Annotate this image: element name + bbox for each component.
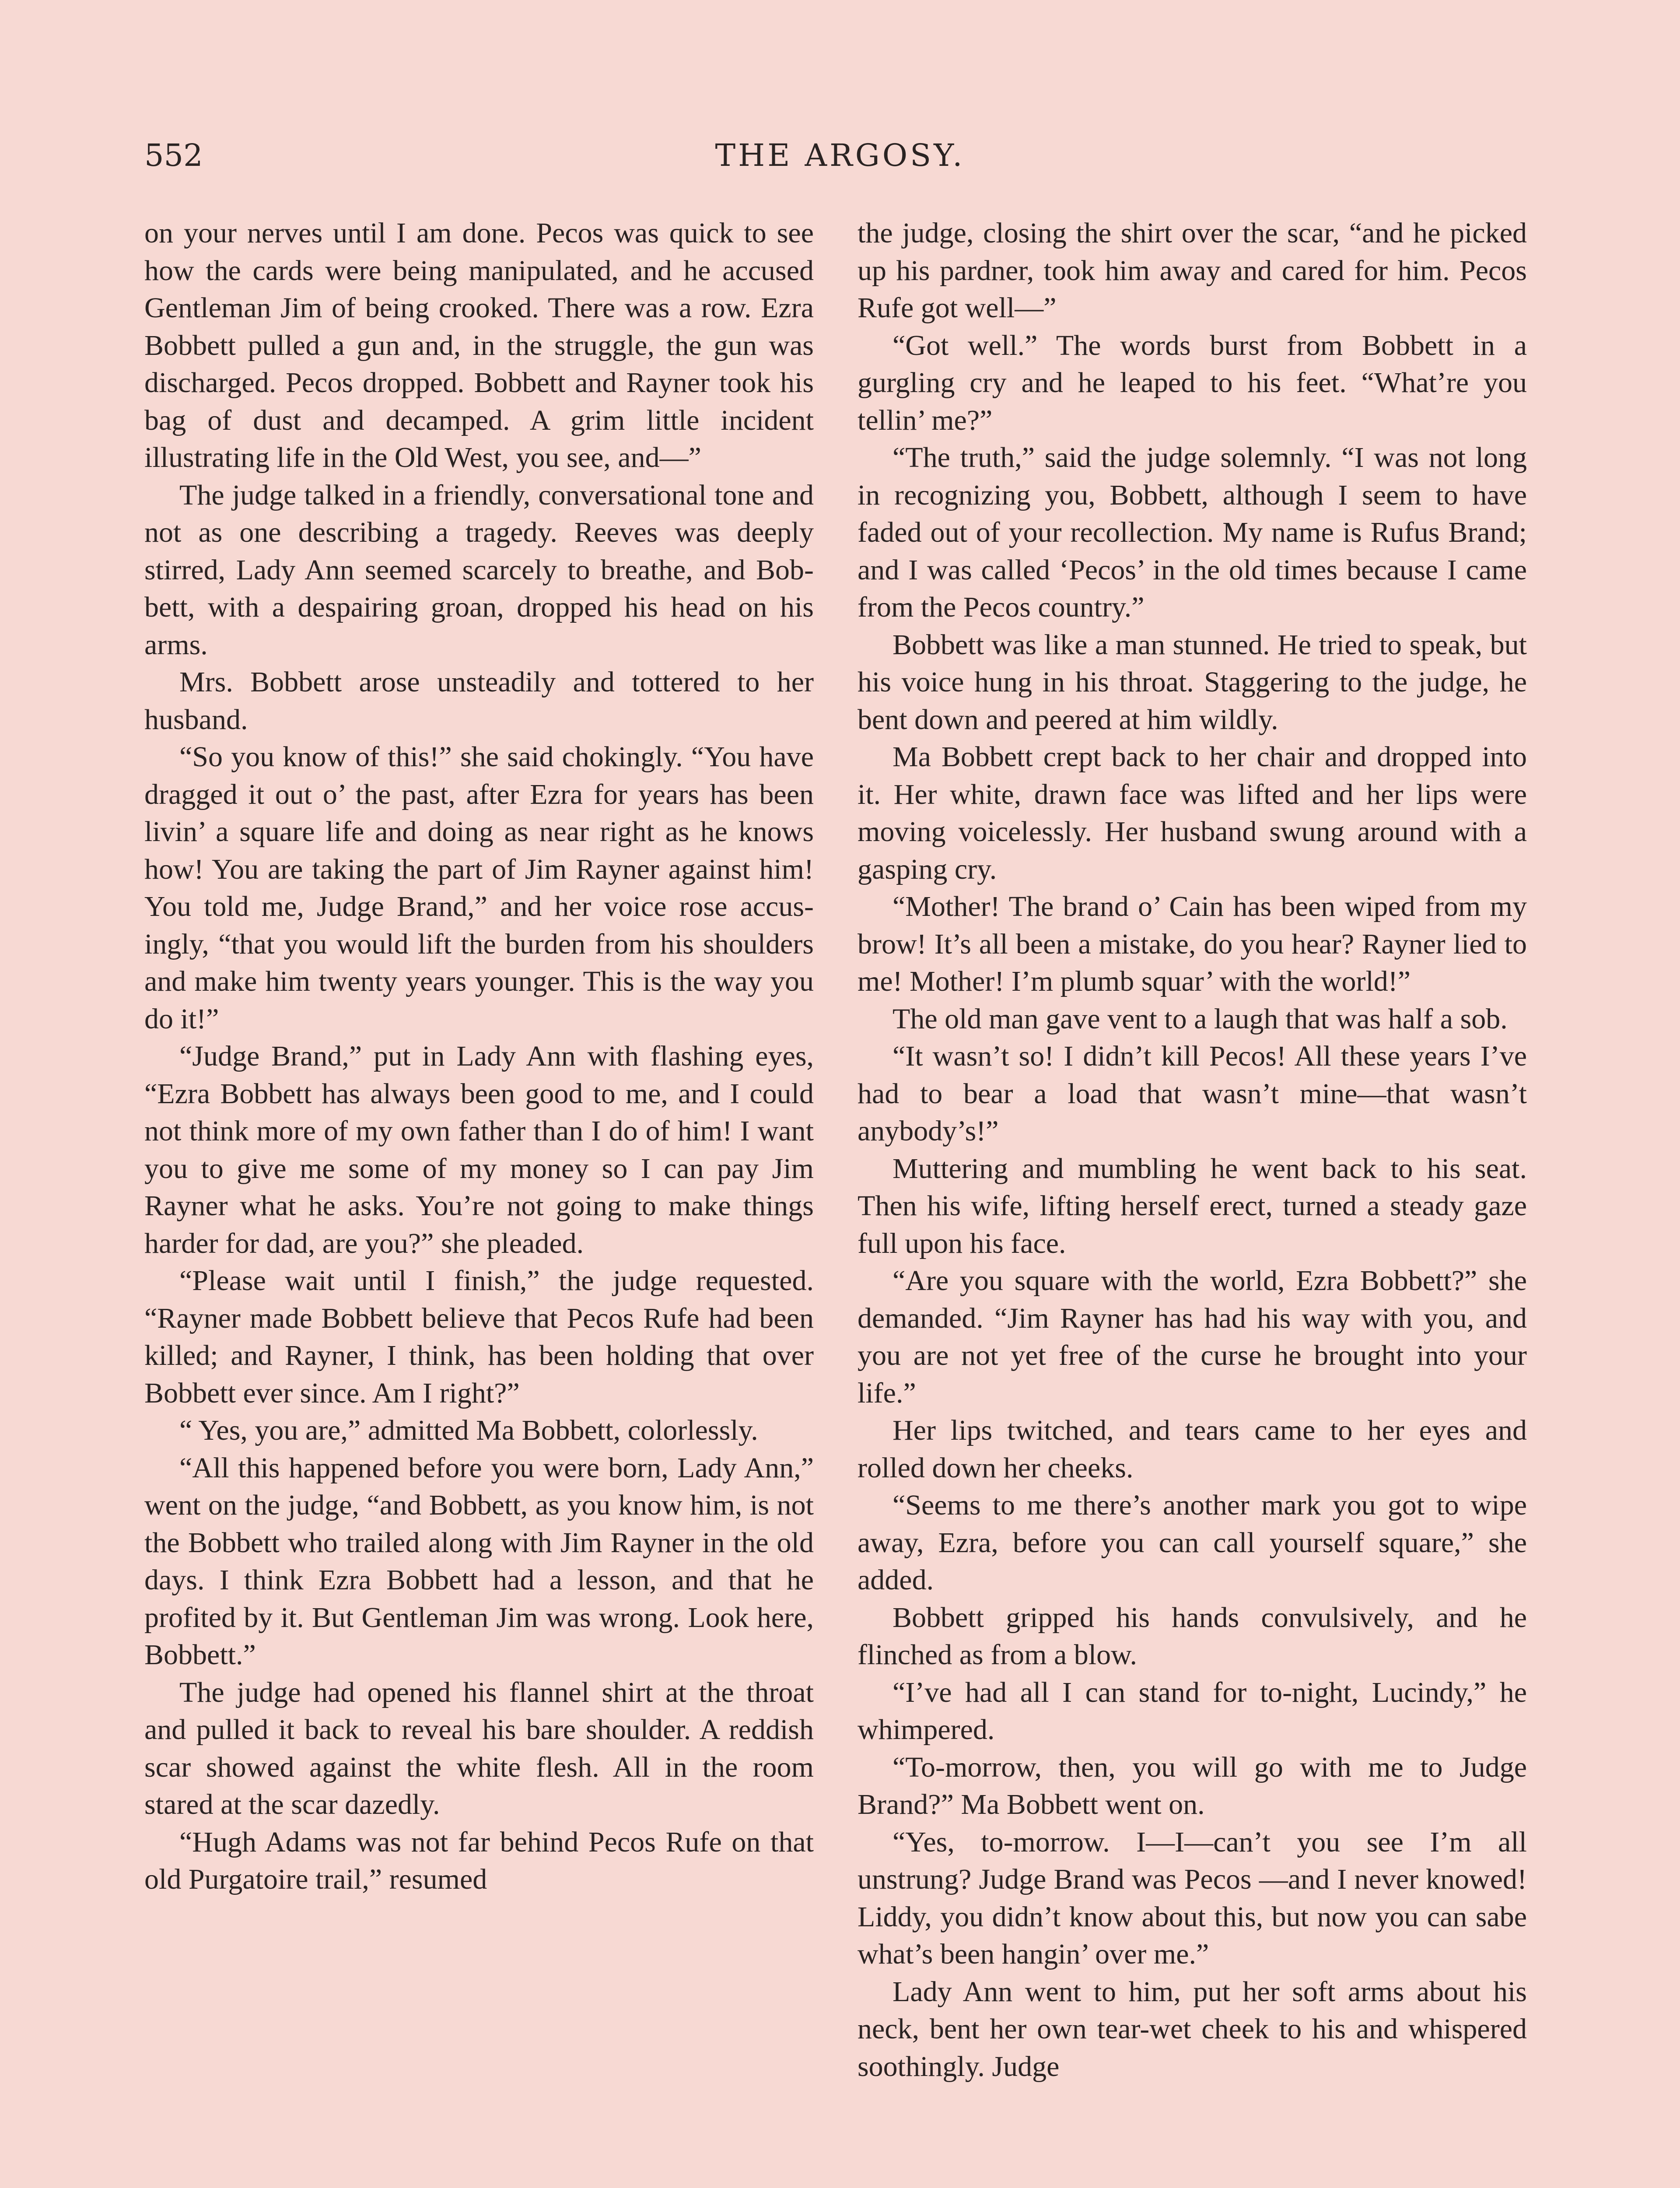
paragraph: “The truth,” said the judge solemnly. “I was not long in recognizing you, Bobbett, although I seem to have faded out of your recollection. My name is Rufus Brand; and I was called ‘Pecos’ in the old times because I came from the Pecos country.” bbox=[858, 442, 1527, 623]
paragraph: “Got well.” The words burst from Bobbett in a gurgling cry and he leaped to his feet. “What’re you tellin’ me?” bbox=[858, 329, 1527, 436]
paragraph: “Seems to me there’s another mark you got to wipe away, Ezra, before you can call yourself square,” she added. bbox=[858, 1489, 1527, 1596]
paragraph: the judge, closing the shirt over the scar, “and he picked up his pardner, took him away and cared for him. Pecos Rufe got well—” bbox=[858, 217, 1527, 324]
paragraph: on your nerves until I am done. Pecos was quick to see how the cards were being manipulated, and he accused Gentleman Jim of being crooked. There was a row. Ezra Bobbett pulled a gun and, in the struggle, the gun was discharged. Pecos dropped. Bobbett and Rayner took his bag of dust and decamped. A grim little incident illustrating life in the Old West, you see, and—” bbox=[144, 217, 814, 473]
paragraph: Lady Ann went to him, put her soft arms about his neck, bent her own tear-wet cheek to his and whispered soothingly. Judge bbox=[858, 1975, 1527, 2083]
paragraph: Ma Bobbett crept back to her chair and dropped into it. Her white, drawn face was lifted and her lips were moving voicelessly. Her husband swung around with a gasping cry. bbox=[858, 741, 1527, 885]
page-number: 552 bbox=[144, 137, 203, 173]
paragraph: “It wasn’t so! I didn’t kill Pecos! All these years I’ve had to bear a load that wasn’t mine—that wasn’t anybody’s!” bbox=[858, 1040, 1527, 1147]
paragraph: “I’ve had all I can stand for to-night, Lucindy,” he whimpered. bbox=[858, 1676, 1527, 1746]
paragraph: “ Yes, you are,” admitted Ma Bobbett, colorlessly. bbox=[179, 1414, 758, 1446]
paragraph: “Are you square with the world, Ezra Bobbett?” she demanded. “Jim Rayner has had his way with you, and you are not yet free of the curse he brought into your life.” bbox=[858, 1265, 1527, 1409]
paragraph: The judge had opened his flannel shirt at the throat and pulled it back to reveal his bare shoulder. A reddish scar showed against the white flesh. All in the room stared at the scar dazedly. bbox=[144, 1676, 814, 1820]
page-header bbox=[144, 136, 1536, 175]
paragraph: Bobbett was like a man stunned. He tried to speak, but his voice hung in his throat. Staggering to the judge, he bent down and peered at him wildly. bbox=[858, 628, 1527, 736]
paragraph: “So you know of this!” she said chokingly. “You have dragged it out o’ the past, after Ezra for years has been livin’ a square life and doing as near right as he knows how! You are taking the part of Jim Rayner against him! You told me, Judge Brand,” and her voice rose accusingly, “that you would lift the burden from his shoulders and make him twenty years younger. This is the way you do it!” bbox=[144, 741, 814, 1035]
paragraph: Bobbett gripped his hands convulsively, and he flinched as from a blow. bbox=[858, 1601, 1527, 1671]
paragraph: “To-morrow, then, you will go with me to Judge Brand?” Ma Bobbett went on. bbox=[858, 1751, 1527, 1820]
paragraph: Mrs. Bobbett arose unsteadily and tottered to her husband. bbox=[144, 666, 814, 736]
right-column bbox=[858, 214, 1527, 2085]
left-column bbox=[144, 214, 814, 1898]
paragraph: “Mother! The brand o’ Cain has been wiped from my brow! It’s all been a mistake, do you hear? Rayner lied to me! Mother! I’m plumb squar’ with the world!” bbox=[858, 891, 1527, 997]
paragraph: The judge talked in a friendly, conversational tone and not as one describing a tragedy. Reeves was deeply stirred, Lady Ann seemed scarcely to breathe, and Bobbett, with a despairing groan, dropped his head on his arms. bbox=[144, 479, 814, 661]
paragraph: Her lips twitched, and tears came to her eyes and rolled down her cheeks. bbox=[858, 1414, 1527, 1484]
paragraph: “Please wait until I finish,” the judge requested. “Rayner made Bobbett believe that Pecos Rufe had been killed; and Rayner, I think, has been holding that over Bobbett ever since. Am I right?” bbox=[144, 1265, 814, 1409]
running-title: THE ARGOSY. bbox=[715, 137, 965, 173]
paragraph: “Judge Brand,” put in Lady Ann with flashing eyes, “Ezra Bobbett has always been good to me, and I could not think more of my own father than I do of him! I want you to give me some of my money so I can pay Jim Rayner what he asks. You’re not going to make things harder for dad, are you?” she pleaded. bbox=[144, 1040, 814, 1259]
paragraph: “Yes, to-morrow. I—I—can’t you see I’m all unstrung? Judge Brand was Pecos —and I never knowed! Liddy, you didn’t know about this, but now you can sabe what’s been hangin’ over me.” bbox=[858, 1826, 1527, 1970]
paragraph: “All this happened before you were born, Lady Ann,” went on the judge, “and Bobbett, as you know him, is not the Bobbett who trailed along with Jim Rayner in the old days. I think Ezra Bobbett had a lesson, and that he profited by it. But Gentleman Jim was wrong. Look here, Bobbett.” bbox=[144, 1452, 814, 1671]
paragraph: “Hugh Adams was not far behind Pecos Rufe on that old Purgatoire trail,” resumed bbox=[144, 1826, 814, 1895]
paragraph: Muttering and mumbling he went back to his seat. Then his wife, lifting herself erect, turned a steady gaze full upon his face. bbox=[858, 1152, 1527, 1259]
paragraph: The old man gave vent to a laugh that was half a sob. bbox=[892, 1003, 1508, 1035]
